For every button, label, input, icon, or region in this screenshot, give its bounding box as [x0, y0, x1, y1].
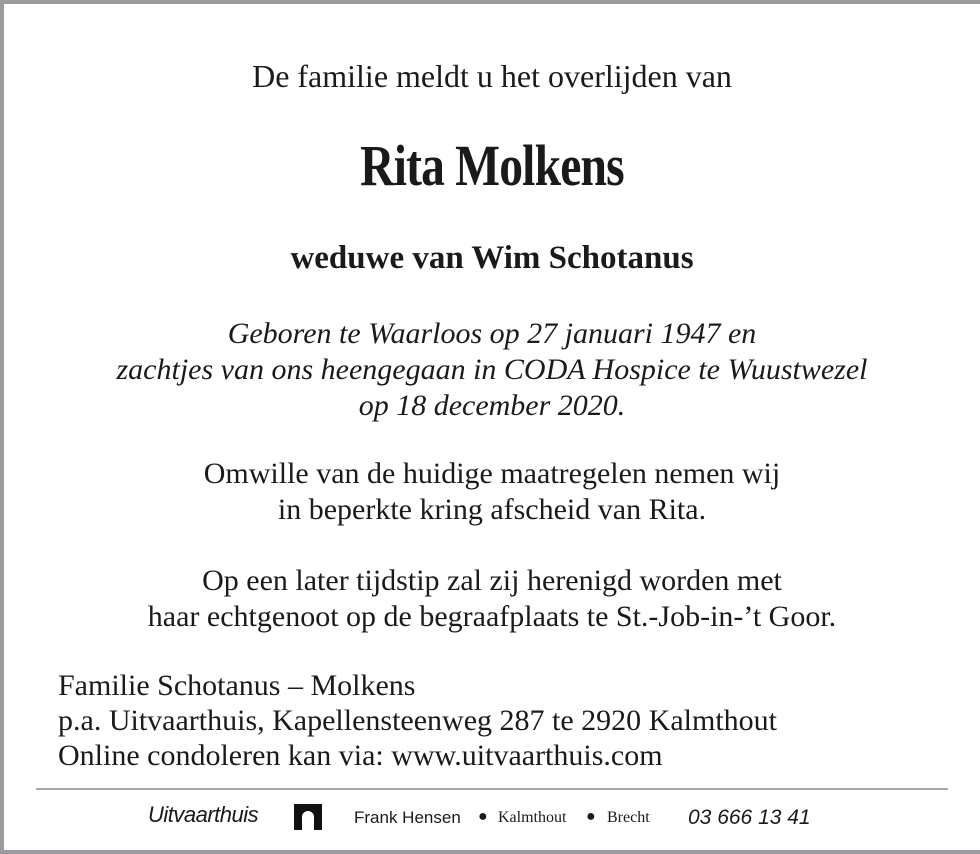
address: p.a. Uitvaarthuis, Kapellensteenweg 287 te 2920 Kalmthout — [58, 704, 777, 737]
paragraph-1-line-1: Omwille van de huidige maatregelen nemen wij — [203, 457, 781, 490]
widow-of: weduwe van Wim Schotanus — [290, 240, 694, 276]
bullet-icon: ● — [586, 808, 596, 825]
paragraph-2-line-1: Op een later tijdstip zal zij herenigd worden met — [202, 564, 782, 597]
death-date-line: op 18 december 2020. — [358, 389, 626, 422]
director-name: Frank Hensen — [354, 808, 461, 827]
phone-number: 03 666 13 41 — [688, 806, 811, 829]
funeral-home-footer — [4, 802, 980, 832]
paragraph-2-line-2: haar echtgenoot op de begraafplaats te St.-Job-in-’t Goor. — [147, 600, 837, 633]
condolence-info: Online condoleren kan via: www.uitvaarthuis.com — [58, 739, 663, 772]
arch-logo-icon — [294, 804, 322, 830]
deceased-name: Rita Molkens — [360, 133, 624, 198]
funeral-home-brand: Uitvaarthuis — [148, 802, 259, 827]
death-line: zachtjes van ons heengegaan in CODA Hospice te Wuustwezel — [116, 353, 868, 386]
obituary-notice — [4, 4, 980, 850]
divider — [36, 788, 948, 790]
location-brecht: Brecht — [607, 809, 650, 826]
intro-text: De familie meldt u het overlijden van — [252, 58, 732, 94]
birth-line: Geboren te Waarloos op 27 januari 1947 en — [227, 317, 757, 350]
bullet-icon: ● — [478, 808, 488, 825]
family-name: Familie Schotanus – Molkens — [58, 669, 416, 702]
location-kalmthout: Kalmthout — [498, 809, 567, 826]
paragraph-1-line-2: in beperkte kring afscheid van Rita. — [277, 493, 707, 526]
